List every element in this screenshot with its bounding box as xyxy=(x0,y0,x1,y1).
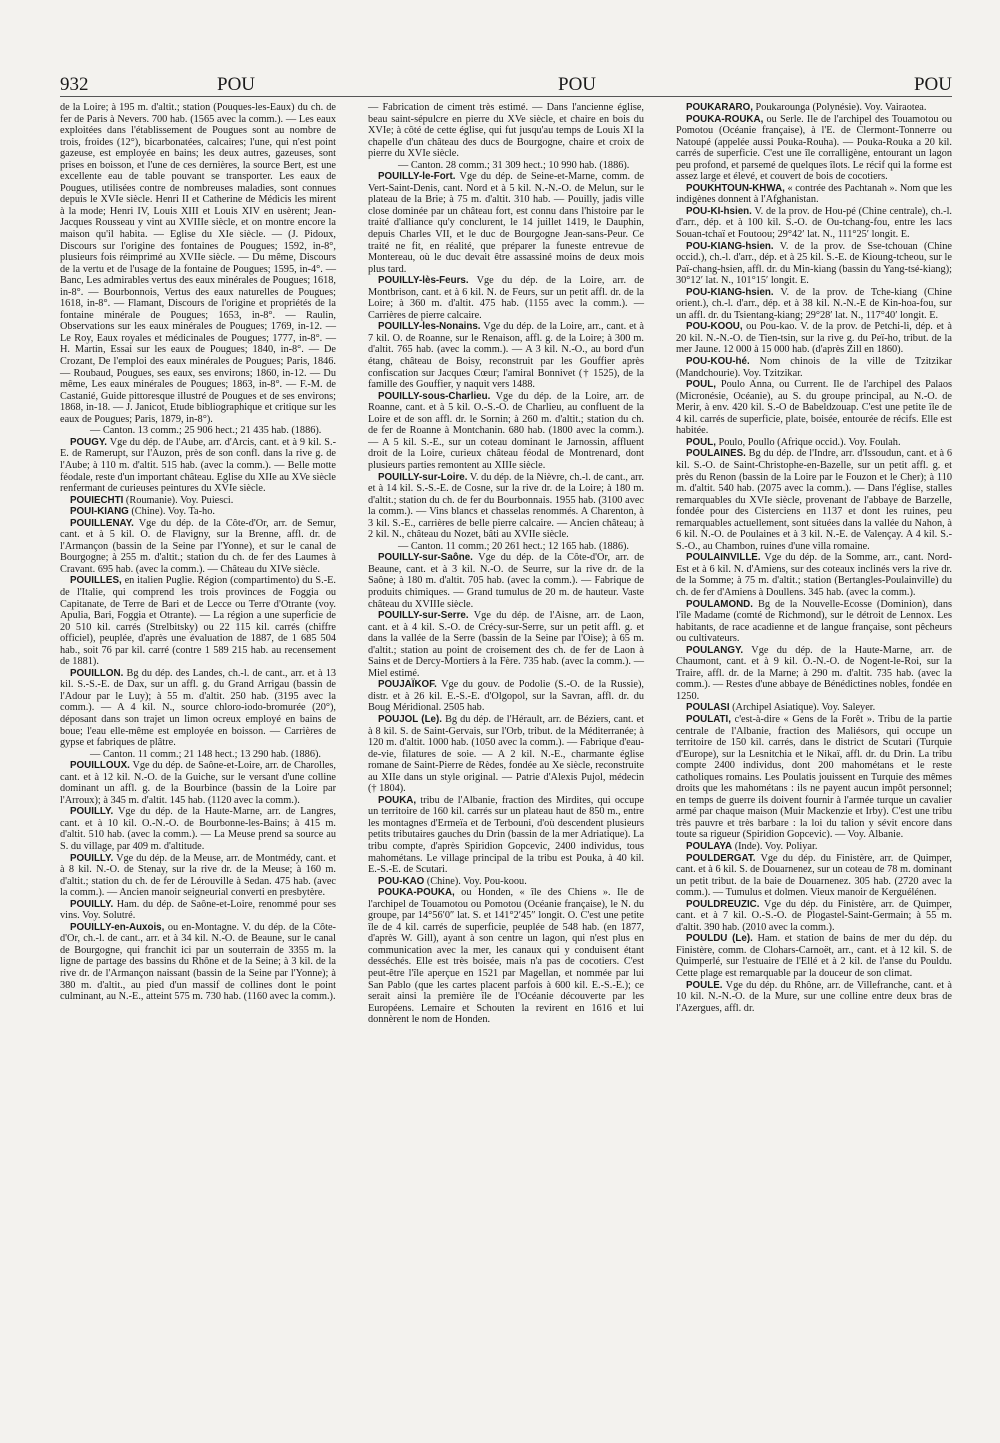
dictionary-entry xyxy=(60,575,336,667)
dictionary-entry xyxy=(60,437,336,495)
dictionary-entry xyxy=(368,160,644,172)
entry-headword: POULDREUZIC. xyxy=(686,898,760,910)
entry-text: V. de la prov. de Sse-tchouan (Chine occid.), ch.-l. d'arr., dép. et à 25 kil. S.-E. de Kioung-tcheou, sur le Paï-chang-hsien, affl. dr. du Min-kiang (bassin du Yang-tsé-kiang); 30°12′ lat. N., 101°15′ longit. E. xyxy=(676,240,952,287)
entry-text: Vge du dép. de la Côte-d'Or, arr. de Beaune, cant. et à 3 kil. N.-O. de Seurre, sur la rive dr. de la Saône; à 180 m. d'altit. 705 hab. (avec la comm.). — Fabrique de produits chimiques. — Grand tumulus de 20 m. de hauteur. Vaste château du XVIIIe siècle. xyxy=(368,552,645,610)
entry-text: Poukarounga (Polynésie). Voy. Vairaotea. xyxy=(755,102,927,113)
entry-text: V. de la prov. de Hou-pé (Chine centrale), ch.-l. d'arr., dép. et à 100 kil. S.-O. de Ou-tchang-fou, entre les lacs Souan-tchaï et Foutoou; 29°42′ lat. N., 111°25′ longit. E. xyxy=(676,205,953,241)
entry-text: Bg de la Nouvelle-Ecosse (Dominion), dans l'île Madame (comté de Richmond), sur le détroit de Lennox. Les habitants, de race acadienne et de langue française, sont pêcheurs ou cultivateurs. xyxy=(676,598,952,645)
entry-text: Bg du dép. des Landes, ch.-l. de cant., arr. et à 13 kil. S.-S.-E. de Dax, sur un affl. g. du Grand Arrigau (bassin de l'Adour par le Luy); à 55 m. d'altit. 250 hab. (3195 avec la comm.). — A 4 kil. N., source chloro-iodo-bromurée (20°), déposant dans son trajet un limon ocreux employé en bains de boue; l'eau elle-même est employée en boisson. — Carrières de gypse et fabriques de plâtre. xyxy=(60,667,337,749)
entry-headword: POUILLY. xyxy=(70,852,114,864)
entry-text: « contrée des Pachtanah ». Nom que les indigènes donnent à l'Afghanistan. xyxy=(676,182,952,206)
dictionary-entry xyxy=(60,506,336,518)
entry-text: Vge du dép. de la Loire, arr. de Montbrison, cant. et à 6 kil. N. de Feurs, sur un petit affl. dr. de la Loire; à 360 m. d'altit. 475 hab. (1155 avec la comm.). — Carrières de pierre calcaire. xyxy=(368,275,644,321)
entry-text: tribu de l'Albanie, fraction des Mirdites, qui occupe un territoire de 160 kil. carrés sur un plateau haut de 850 m., entre les montagnes d'Ermeïa et de Terbouni, d'où descendent plusieurs petits tributaires gauches du Drin (bassin de la mer Adriatique). La tribu compte, d'après Spiridion Gopcevic, 2400 individus, tous mahométans. Le village principal de la tribu est Pouka, à 40 kil. E.-S.-E. de Scutari. xyxy=(368,794,644,876)
dictionary-entry xyxy=(676,899,952,934)
entry-text: Vge du dép. de l'Aisne, arr. de Laon, cant. et à 4 kil. S.-O. de Crécy-sur-Serre, sur un petit affl. g. et dans la vallée de la Serre (bassin de la Seine par l'Oise); à 65 m. d'altit.; station au point de croisement des ch. de fer de Laon à Sains et de Dercy-Mortiers à la Fère. 735 hab. (avec la comm.). — Miel estimé. xyxy=(368,610,645,679)
entry-headword: POULDU (Le). xyxy=(686,933,753,945)
entry-text: ou Honden, « île des Chiens ». Ile de l'archipel de Touamotou ou Pomotou (Océanie française), le N. du groupe, par 14°56′0″ lat. S. et 141°2′45″ longit. O. C'est une petite île de 4 kil. carrés de superficie, peuplée de 548 hab. (en 1877, d'après W. Gill), ayant à son centre un lagon, qui n'est plus en communication avec la mer, les canaux qui y conduisent étant desséchés. Elle est très boisée, mais n'a pas de cocotiers. C'est peut-être l'île aperçue en 1521 par Magellan, et nommée par lui San Pablo (que les cartes placent parfois à 600 kil. E.-S.-E.); ce serait ainsi la première île de l'Océanie découverte par les Européens. Lemaire et Schouten la revirent en 1616 et lui donnèrent le nom de Honden. xyxy=(368,887,645,1026)
entry-headword: POUIECHTI xyxy=(70,494,124,506)
dictionary-entry xyxy=(676,714,952,841)
entry-headword: POULAINVILLE. xyxy=(686,552,761,564)
dictionary-entry xyxy=(676,933,952,979)
entry-text: (Chine). Voy. Ta-ho. xyxy=(131,506,215,518)
column-2 xyxy=(368,102,644,1026)
entry-text: (Roumanie). Voy. Puiesci. xyxy=(125,494,234,506)
entry-text: Vge du dép. de Saône-et-Loire, arr. de Charolles, cant. et à 12 kil. N.-O. de la Guiche, sur le versant d'une colline dominant un affl. g. de la Bourbince (bassin de la Loire par l'Arroux); à 345 m. d'altit. 145 hab. (1120 avec la comm.). xyxy=(60,760,336,806)
dictionary-entry xyxy=(676,980,952,1015)
entry-text: Poulo, Poullo (Afrique occid.). Voy. Foulah. xyxy=(718,436,901,448)
dictionary-entry xyxy=(60,922,336,1003)
dictionary-entry xyxy=(676,114,952,183)
dictionary-entry xyxy=(368,102,644,160)
header-rule xyxy=(60,96,952,97)
running-header xyxy=(60,72,952,102)
entry-text: — Canton. 11 comm.; 21 148 hect.; 13 290 hab. (1886). xyxy=(90,748,321,760)
entry-text: (Inde). Voy. Poliyar. xyxy=(734,841,818,852)
entry-text: Vge du dép. du Rhône, arr. de Villefranche, cant. et à 10 kil. N.-N.-O. de la Mure, sur une colline entre deux bras de l'Azergues, affl. dr. xyxy=(676,979,953,1014)
dictionary-entry xyxy=(368,610,644,679)
entry-text: ou en-Montagne. V. du dép. de la Côte-d'Or, ch.-l. de cant., arr. et à 34 kil. N.-O. de Beaune, sur le canal de Bourgogne, qui franchit ici par un souterrain de 3355 m. la ligne de partage des bassins du Rhône et de la Seine; à 3 kil. de la rive dr. de l'Armançon naissant (bassin de la Seine par l'Yonne); à 380 m. d'altit., au pied d'un massif de collines dont le point culminant, au N.-E., atteint 575 m. 730 hab. (1160 avec la comm.). xyxy=(60,921,336,1003)
dictionary-entry xyxy=(676,287,952,322)
entry-text: ou Pou-kao. V. de la prov. de Petchi-li, dép. et à 20 kil. N.-N.-O. de Tien-tsin, sur la rive g. du Peï-ho, tribut. de la mer Jaune. 12 000 à 15 000 hab. (d'après Zill en 1860). xyxy=(676,321,952,356)
entry-headword: POU-KAO xyxy=(378,875,425,887)
column-3 xyxy=(676,102,952,1014)
dictionary-entry xyxy=(676,241,952,287)
entry-text: Poulo Anna, ou Current. Ile de l'archipel des Palaos (Micronésie, Océanie), au S. du groupe principal, au N.-O. de Merir, à env. 420 kil. S.-O de Babeldzouap. C'est une petite île de 4 kil. carrés de superficie, plate, boisée, entourée de récifs. Elle est habitée. xyxy=(676,379,953,437)
entry-headword: POUILLON. xyxy=(70,667,124,679)
entry-headword: POUILLY-sous-Charlieu. xyxy=(378,390,491,402)
entry-headword: POUILLY. xyxy=(70,898,114,910)
entry-text: Vge du dép. de la Haute-Marne, arr. de Chaumont, cant. et à 9 kil. O.-N.-O. de Nogent-le-Roi, sur la Traire, affl. dr. de la Marne; à 290 m. d'altit. 735 hab. (avec la comm.). — Restes d'une abbaye de Bénédictines nobles, fondée en 1250. xyxy=(676,644,952,702)
entry-text: ou Serle. Ile de l'archipel des Touamotou ou Pomotou (Océanie française), à l'E. de Clermont-Tonnerre ou Natoupé (appelée aussi Pouka-Rouha). — Pouka-Rouka a 20 kil. carrés de superficie. C'est une île corralligène, entourant un lagon peu profond, et parsemé de quelques îlots. Le récif qui la forme est assez large et élevé, et couvert de bois de cocotiers. xyxy=(676,113,952,183)
entry-headword: POUJAÏKOF. xyxy=(378,679,437,691)
dictionary-entry xyxy=(676,552,952,598)
entry-headword: POUKHTOUN-KHWA, xyxy=(686,182,785,194)
entry-text: Vge du dép. de la Meuse, arr. de Montmédy, cant. et à 8 kil. N.-O. de Stenay, sur la rive dr. de la Meuse; à 160 m. d'altit.; station du ch. de fer de Lérouville à Sedan. 475 hab. (avec la comm.). — Ancien manoir seigneurial converti en presbytère. xyxy=(60,852,337,899)
entry-headword: POUILLY-sur-Loire. xyxy=(378,471,468,483)
entry-headword: POUILLY-lès-Feurs. xyxy=(378,275,469,287)
dictionary-entry xyxy=(676,206,952,241)
dictionary-entry xyxy=(676,183,952,206)
entry-headword: POULAINES. xyxy=(686,448,746,460)
dictionary-entry xyxy=(60,425,336,437)
dictionary-entry xyxy=(60,518,336,576)
entry-text: Vge du dép. de Seine-et-Marne, comm. de Vert-Saint-Denis, cant. Nord et à 5 kil. N.-N.-O. de Melun, sur le plateau de la Brie; à 75 m. d'altit. 310 hab. — Pouilly, jadis ville close dominée par un château fort, est connu dans l'histoire par le traité d'alliance qu'y conclurent, le 14 juillet 1419, le Dauphin, depuis Charles VII, et le duc de Bourgogne Jean-sans-Peur. Ce traité ne fit, en réalité, que préparer la funeste entrevue de Montereau, où le duc devait être assassiné moins de deux mois plus tard. xyxy=(368,171,645,275)
entry-headword: POUILLY-en-Auxois, xyxy=(70,921,165,933)
dictionary-entry xyxy=(60,495,336,507)
entry-headword: POU-KI-hsien. xyxy=(686,205,752,217)
entry-text: Vge du dép. de la Loire, arr., cant. et à 7 kil. O. de Roanne, sur le Renaison, affl. g. de la Loire; à 300 m. d'altit. 765 hab. (avec la comm.). — A 3 kil. N.-O., au bord d'un étang, château de Boisy, reconstruit par les Gouffier après confiscation sur Jacques Cœur; l'amiral Bonnivet († 1525), de la famille des Gouffier, y naquit vers 1488. xyxy=(368,321,644,391)
dictionary-entry xyxy=(676,841,952,853)
dictionary-entry xyxy=(676,321,952,356)
dictionary-entry xyxy=(676,437,952,449)
page-number: 932 xyxy=(60,74,89,95)
dictionary-entry xyxy=(60,102,336,425)
entry-text: Vge du dép. du Finistère, arr. de Quimper, cant. et à 7 kil. O.-S.-O. de Plogastel-Saint-Germain; à 55 m. d'altit. 390 hab. (2010 avec la comm.). xyxy=(676,898,952,933)
entry-headword: POUJOL (Le). xyxy=(378,713,442,725)
entry-headword: POU-KIANG-hsien. xyxy=(686,240,774,252)
entry-text: Nom chinois de la ville de Tzitzikar (Mandchourie). Voy. Tzitzikar. xyxy=(676,356,952,379)
entry-text: Bg du dép. de l'Hérault, arr. de Béziers, cant. et à 8 kil. S. de Saint-Gervais, sur l'Orb, tribut. de la Méditerranée; à 120 m. d'altit. 1000 hab. (1050 avec la comm.). — Fabrique d'eau-de-vie, filatures de soie. — A 2 kil. N.-E., charmante église romane de Saint-Pierre de Rèdes, fondée au Xe siècle, reconstruite au XIIe dans un style original. — Patrie d'Alexis Pujol, médecin († 1804). xyxy=(368,713,644,795)
entry-headword: POUKA, xyxy=(378,794,417,806)
dictionary-entry xyxy=(368,275,644,321)
entry-text: Vge du dép. de la Haute-Marne, arr. de Langres, cant. et à 10 kil. O.-N.-O. de Bourbonne-les-Bains; à 415 m. d'altit. 510 hab. (avec la comm.). — La Meuse prend sa source au S. du village, par 409 m. d'altitude. xyxy=(60,806,337,852)
entry-headword: POUL, xyxy=(686,379,716,391)
header-left-word: POU xyxy=(217,74,256,95)
dictionary-entry xyxy=(60,899,336,922)
entry-headword: POU-KIANG-hsien. xyxy=(686,286,774,298)
entry-headword: POULASI xyxy=(686,702,730,714)
entry-headword: POUILLY-le-Fort. xyxy=(378,171,456,183)
entry-headword: POUKA-ROUKA, xyxy=(686,113,764,125)
entry-text: V. de la prov. de Tche-kiang (Chine orient.), ch.-l. d'arr., dép. et à 38 kil. N.-N.-E de Kin-hoa-fou, sur un affl. dr. du Tsientang-kiang; 29°28′ lat. N., 117°40′ longit. E. xyxy=(676,286,952,321)
entry-text: Vge du dép. de l'Aube, arr. d'Arcis, cant. et à 9 kil. S.-E. de Ramerupt, sur l'Auzon, près de son confl. dans la rive g. de l'Aube; à 110 m. d'altit. 515 hab. (avec la comm.). — Belle motte féodale, reste d'un important château. Eglise du XIIe au XVe siècle renfermant de curieuses peintures du XVIe siècle. xyxy=(60,436,337,495)
header-center-word: POU xyxy=(558,74,597,95)
entry-text: en italien Puglie. Région (compartimento) du S.-E. de l'Italie, qui comprend les trois provinces de Foggia ou Capitanate, de Terre de Bari et de Lecce ou Terre d'Otrante (voy. Apulia, Bari, Foggia et Otrante). — La région a une superficie de 20 510 kil. carrés (Strelbitsky) ou 22 115 kil. carrés (chiffre officiel), peuplée, d'après une évaluation de 1887, de 1 685 504 hab., soit 76 par kil. carré (contre 1 589 215 hab. au recensement de 1881). xyxy=(60,575,336,668)
entry-text: Vge du dép. de la Loire, arr. de Roanne, cant. et à 5 kil. O.-S.-O. de Charlieu, au confluent de la Loire et de son affl. dr. le Sornin; à 260 m. d'altit.; station du ch. de fer de Roanne à Montchanin. 680 hab. (1800 avec la comm.). — A 5 kil. S.-E., sur un coteau dominant le Jarnossin, affluent droit de la Loire, curieux château féodal de Montrenard, dont plusieurs parties remontent au XIIIe siècle. xyxy=(368,390,645,471)
dictionary-entry xyxy=(676,102,952,114)
dictionary-entry xyxy=(60,760,336,806)
entry-headword: POUILLY-sur-Saône. xyxy=(378,552,473,564)
entry-headword: POUILLY. xyxy=(70,806,114,818)
entry-text: — Canton. 11 comm.; 20 261 hect.; 12 165 hab. (1886). xyxy=(398,540,629,552)
entry-headword: POUI-KIANG xyxy=(70,506,129,518)
entry-headword: POULATI, xyxy=(686,713,731,725)
dictionary-entry xyxy=(676,448,952,552)
entry-headword: POULAMOND. xyxy=(686,598,753,610)
header-right-word: POU xyxy=(913,74,952,95)
entry-text: Vge du dép. de la Somme, arr., cant. Nord-Est et à 6 kil. N. d'Amiens, sur des coteaux inclinés vers la rive dr. de la Somme; à 75 m. d'altit.; station (Bertangles-Poulainville) du ch. de fer d'Amiens à Doullens. 345 hab. (avec la comm.). xyxy=(676,552,953,598)
entry-text: V. du dép. de la Nièvre, ch.-l. de cant., arr. et à 14 kil. S.-S.-E. de Cosne, sur la rive dr. de la Loire; à 180 m. d'altit.; station du ch. de fer du Bourbonnais. 1955 hab. (3100 avec la comm.). — Vins blancs et chasselas renommés. A Charenton, à 3 kil. S.-E., carrières de belle pierre calcaire. — Ancien château; à 2 kil. N., château du Nozet, bâti au XVIIe siècle. xyxy=(368,471,645,541)
column-1 xyxy=(60,102,336,1003)
entry-text: (Chine). Voy. Pou-koou. xyxy=(426,875,527,887)
entry-headword: POUGY. xyxy=(70,436,108,448)
entry-headword: POUL, xyxy=(686,436,716,448)
entry-headword: POUILLOUX. xyxy=(70,760,130,772)
entry-headword: POULDERGAT. xyxy=(686,852,756,864)
dictionary-entry xyxy=(60,749,336,761)
entry-headword: POUILLY-sur-Serre. xyxy=(378,610,469,622)
entry-headword: POULAYA xyxy=(686,841,733,852)
entry-headword: POUKA-POUKA, xyxy=(378,887,455,899)
dictionary-entry xyxy=(676,599,952,645)
dictionary-entry xyxy=(60,806,336,852)
entry-text: Bg du dép. de l'Indre, arr. d'Issoudun, cant. et à 6 kil. S.-O. de Saint-Christophe-en-Bazelle, sur un petit affl. g. et près du Renon (bassin de la Loire par le Fouzon et le Cher); à 110 m. d'altit. 540 hab. (2075 avec la comm.). — Dans l'église, stalles remarquables du XVIe siècle, provenant de l'abbaye de Barzelle, fondée pour des Cisterciens en 1137 et dont les ruines, peu remarquables actuellement, sont situées dans la vallée du Nahon, à 6 kil. N.-O. de Poulaines et à 3 kil. N.-E. de Valençay. A 4 kil. S.-S.-O., au Chambon, ruines d'une villa romaine. xyxy=(676,448,952,552)
entry-headword: POUILLY-les-Nonains. xyxy=(378,321,481,333)
entry-headword: POUILLENAY. xyxy=(70,517,134,529)
entry-text: de la Loire; à 195 m. d'altit.; station (Pouques-les-Eaux) du ch. de fer de Paris à Nevers. 700 hab. (1565 avec la comm.). — Les eaux exploitées dans l'établissement de Pougues sont au nombre de trois, froides (12°), bicarbonatées, calcaires; l'une, qui n'est point gazeuse, est employée en bains; les deux autres, gazeuses, sont prises en boisson, et l'une de ces dernières, la source Bert, est une excellente eau de table pouvant se transporter. Les eaux de Pougues, utilisées contre de nombreuses maladies, sont connues depuis le XVIe siècle. Henri II et Catherine de Médicis les mirent à la mode; Henri IV, Louis XIII et Louis XIV en usèrent; Jean-Jacques Rousseau y vint au XVIIIe siècle, et on montre encore la maison qu'il habita. — Eglise du XIe siècle. — (J. Pidoux, Discours sur l'origine des fontaines de Pougues; 1592, in-8°, plusieurs fois réimprimé au XVIIe siècle. — Du même, Discours de la vertu et de l'usage de la fontaine de Pougues; 1595, in-4°. — Banc, Les admirables vertus des eaux minérales de Pougues; 1618, in-8°. — Bourbonnois, Vertus des eaux naturelles de Pougues; 1618, in-8°. — Flamant, Discours de l'origine et propriétés de la fontaine minérale de Pougues; 1653, in-8°. — Raulin, Observations sur les eaux minérales de Pougues; 1769, in-12. — Le Roy, Eaux royales et médicinales de Pougues; 1777, in-8°. — H. Martin, Essai sur les eaux de Pougues; 1840, in-8°. — De Crozant, De l'emploi des eaux minérales de Pougues; Paris, 1846. — Roubaud, Pougues, ses eaux, ses environs; 1860, in-12. — Du même, Les eaux minérales de Pougues; 1863, in-8°. — F.-M. de Castanié, Guide pittoresque illustré de Pougues et de ses environs; 1868, in-18. — J. Janicot, Etude bibliographique et critique sur les eaux de Pougues; Paris, 1879, in-8°). xyxy=(60,102,336,425)
entry-headword: POU-KOOU, xyxy=(686,321,743,333)
entry-text: Vge du dép. du Finistère, arr. de Quimper, cant. et à 6 kil. S. de Douarnenez, sur un coteau de 78 m. dominant un petit tribut. de la baie de Douarnenez. 305 hab. (2720 avec la comm.). — Tumulus et dolmen. Vieux manoir de Kerguélénen. xyxy=(676,852,952,899)
dictionary-entry xyxy=(368,679,644,714)
dictionary-entry xyxy=(368,876,644,888)
entry-headword: POU-KOU-hé. xyxy=(686,356,750,368)
entry-headword: POULANGY. xyxy=(686,644,744,656)
dictionary-entry xyxy=(60,668,336,749)
dictionary-entry xyxy=(676,702,952,714)
entry-text: (Archipel Asiatique). Voy. Saleyer. xyxy=(732,702,876,714)
dictionary-entry xyxy=(676,379,952,437)
entry-headword: POUILLES, xyxy=(70,575,122,587)
dictionary-entry xyxy=(676,356,952,379)
entry-text: — Canton. 28 comm.; 31 309 hect.; 10 990 hab. (1886). xyxy=(398,159,630,171)
entry-text: — Canton. 13 comm.; 25 906 hect.; 21 435 hab. (1886). xyxy=(90,425,322,437)
dictionary-entry xyxy=(368,552,644,610)
dictionary-entry xyxy=(368,795,644,876)
entry-text: c'est-à-dire « Gens de la Forêt ». Tribu de la partie centrale de l'Albanie, fraction des Maliésors, qui occupe un territoire de 150 kil. carrés, dans le district de Scutari (Turquie d'Europe), sur la Lesnitchia et le Nikaï, affl. dr. du Drin. La tribu compte 2400 individus, dont 200 mahométans et le reste catholiques romains. Les Poulatis jouissent en Turquie des mêmes droits que les mahométans : ils ne payent aucun impôt personnel; en temps de guerre ils doivent fournir à l'armée turque un cavalier armé par chaque maison (Muir Mackenzie et Irby). C'est une tribu très pauvre et très barbare : la loi du talion y sévit encore dans toute sa rigueur (Spiridion Gopcevic). — Voy. Albanie. xyxy=(676,713,952,841)
entry-text: — Fabrication de ciment très estimé. — Dans l'ancienne église, beau saint-sépulcre en pierre du XVe siècle, et chaire en bois du XVIe; à côté de cette église, qui fut jusqu'au temps de Louis XI la chapelle d'un château des ducs de Bourgogne, chaire et croix de pierre du XVIe siècle. xyxy=(368,102,644,160)
dictionary-entry xyxy=(60,853,336,899)
entry-text: Ham. du dép. de Saône-et-Loire, renommé pour ses vins. Voy. Solutré. xyxy=(60,898,336,922)
dictionary-entry xyxy=(368,714,644,795)
entry-text: Ham. et station de bains de mer du dép. du Finistère, comm. de Clohars-Carnoët, arr., cant. et à 12 kil. S. de Quimperlé, sur l'estuaire de l'Ellé et à 2 kil. de l'anse du Pouldu. Cette plage est remarquable par la douceur de son climat. xyxy=(676,933,952,980)
dictionary-entry xyxy=(368,541,644,553)
dictionary-entry xyxy=(676,853,952,899)
dictionary-entry xyxy=(368,321,644,390)
dictionary-entry xyxy=(368,472,644,541)
dictionary-entry xyxy=(368,171,644,275)
entry-headword: POUKARARO, xyxy=(686,102,753,113)
dictionary-entry xyxy=(368,391,644,472)
entry-text: Vge du dép. de la Côte-d'Or, arr. de Semur, cant. et à 5 kil. O. de Flavigny, sur la Brenne, affl. dr. de l'Armançon (bassin de la Seine par l'Yonne), et sur le canal de Bourgogne; à 255 m. d'altit.; station du ch. de fer des Laumes à Cravant. 695 hab. (avec la comm.). — Château du XIVe siècle. xyxy=(60,517,337,575)
dictionary-entry xyxy=(676,645,952,703)
entry-headword: POULE. xyxy=(686,979,723,991)
dictionary-entry xyxy=(368,887,644,1026)
entry-text: Vge du gouv. de Podolie (S.-O. de la Russie), distr. et à 26 kil. E.-S.-E. d'Olgopol, sur la Savran, affl. dr. du Boug Méridional. 2505 hab. xyxy=(368,679,644,714)
